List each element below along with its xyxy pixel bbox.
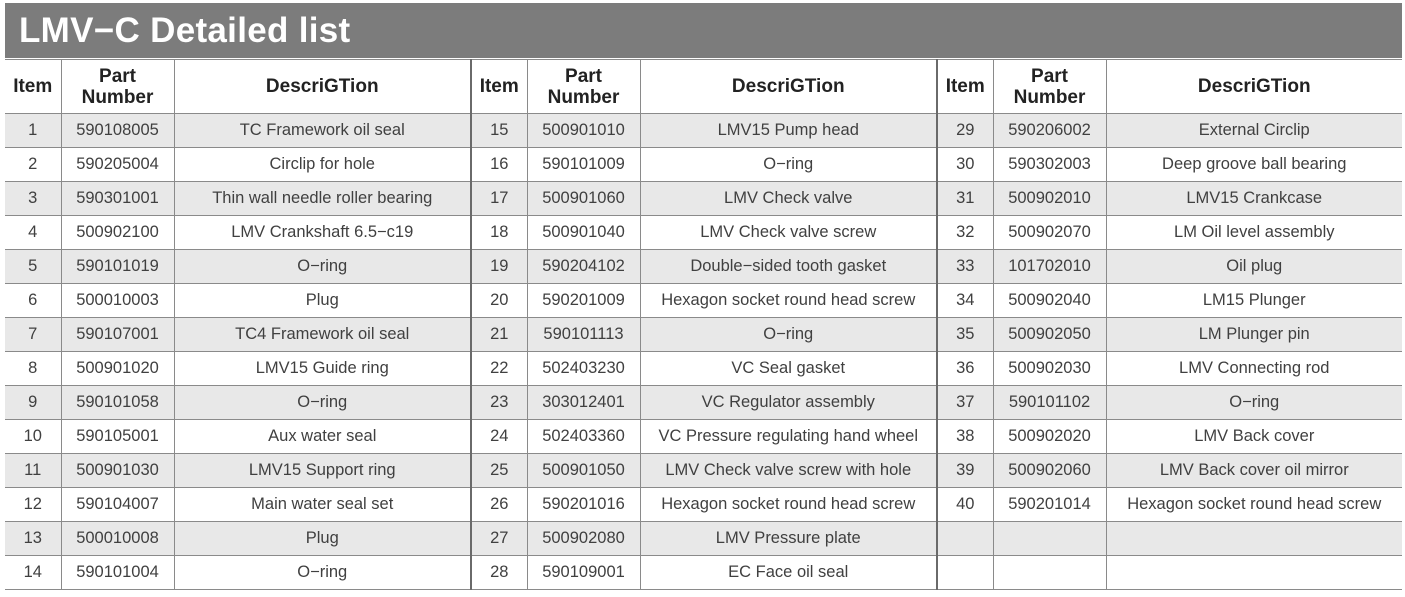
item-cell: 31 (937, 182, 993, 216)
item-cell: 11 (5, 454, 61, 488)
part-number-cell: 500901020 (61, 352, 174, 386)
part-number-cell: 590101113 (527, 318, 640, 352)
header-part-number (527, 60, 640, 114)
item-cell: 15 (471, 114, 527, 148)
header-part-line2: Number (547, 86, 620, 108)
description-cell: Thin wall needle roller bearing (174, 182, 471, 216)
description-cell: LMV Check valve (640, 182, 937, 216)
header-description: DescriGTion (1106, 60, 1402, 114)
item-cell: 40 (937, 488, 993, 522)
item-cell: 26 (471, 488, 527, 522)
item-cell: 25 (471, 454, 527, 488)
item-cell: 32 (937, 216, 993, 250)
item-cell: 13 (5, 522, 61, 556)
item-cell: 24 (471, 420, 527, 454)
table-row (5, 522, 1402, 556)
header-item: Item (5, 60, 61, 114)
header-description: DescriGTion (174, 60, 471, 114)
part-number-cell: 500901040 (527, 216, 640, 250)
table-row (5, 420, 1402, 454)
item-cell: 19 (471, 250, 527, 284)
item-cell: 39 (937, 454, 993, 488)
part-number-cell: 590104007 (61, 488, 174, 522)
item-cell: 17 (471, 182, 527, 216)
part-number-cell: 500902010 (993, 182, 1106, 216)
description-cell: LMV15 Guide ring (174, 352, 471, 386)
item-cell: 21 (471, 318, 527, 352)
description-cell: LMV Connecting rod (1106, 352, 1402, 386)
description-cell: Double−sided tooth gasket (640, 250, 937, 284)
part-number-cell: 500902100 (61, 216, 174, 250)
description-cell: LMV Check valve screw with hole (640, 454, 937, 488)
part-number-cell: 590201009 (527, 284, 640, 318)
description-cell: Oil plug (1106, 250, 1402, 284)
table-row (5, 556, 1402, 590)
part-number-cell: 590108005 (61, 114, 174, 148)
item-cell: 37 (937, 386, 993, 420)
header-row (5, 60, 1402, 114)
item-cell: 33 (937, 250, 993, 284)
part-number-cell: 502403360 (527, 420, 640, 454)
item-cell: 20 (471, 284, 527, 318)
item-cell: 29 (937, 114, 993, 148)
description-cell: LM Plunger pin (1106, 318, 1402, 352)
part-number-cell: 590101058 (61, 386, 174, 420)
part-number-cell: 502403230 (527, 352, 640, 386)
part-number-cell: 590109001 (527, 556, 640, 590)
description-cell: LMV15 Support ring (174, 454, 471, 488)
header-part-line1: Part (99, 65, 136, 87)
table-row (5, 284, 1402, 318)
part-number-cell: 500902080 (527, 522, 640, 556)
description-cell: LMV Pressure plate (640, 522, 937, 556)
description-cell: O−ring (640, 318, 937, 352)
item-cell: 4 (5, 216, 61, 250)
description-cell (1106, 556, 1402, 590)
item-cell: 1 (5, 114, 61, 148)
description-cell: O−ring (174, 250, 471, 284)
item-cell: 36 (937, 352, 993, 386)
part-number-cell: 590107001 (61, 318, 174, 352)
table-row (5, 182, 1402, 216)
table-row (5, 148, 1402, 182)
part-number-cell (993, 556, 1106, 590)
table-row (5, 352, 1402, 386)
description-cell: LMV15 Pump head (640, 114, 937, 148)
description-cell: O−ring (174, 556, 471, 590)
header-part-number (993, 60, 1106, 114)
description-cell: Hexagon socket round head screw (1106, 488, 1402, 522)
header-item: Item (471, 60, 527, 114)
description-cell: Hexagon socket round head screw (640, 488, 937, 522)
description-cell: External Circlip (1106, 114, 1402, 148)
header-part-line2: Number (81, 86, 154, 108)
description-cell: Circlip for hole (174, 148, 471, 182)
part-number-cell: 590201016 (527, 488, 640, 522)
header-part-line1: Part (1031, 65, 1068, 87)
part-number-cell: 500010003 (61, 284, 174, 318)
description-cell: Plug (174, 284, 471, 318)
part-number-cell: 590206002 (993, 114, 1106, 148)
part-number-cell: 590101019 (61, 250, 174, 284)
description-cell (1106, 522, 1402, 556)
description-cell: O−ring (640, 148, 937, 182)
table-body (5, 114, 1402, 590)
item-cell: 27 (471, 522, 527, 556)
part-number-cell: 590105001 (61, 420, 174, 454)
header-part-line2: Number (1013, 86, 1086, 108)
part-number-cell: 500902060 (993, 454, 1106, 488)
part-number-cell: 500902070 (993, 216, 1106, 250)
part-number-cell: 500902050 (993, 318, 1106, 352)
part-number-cell: 500902040 (993, 284, 1106, 318)
table-row (5, 488, 1402, 522)
description-cell: LMV Check valve screw (640, 216, 937, 250)
description-cell: EC Face oil seal (640, 556, 937, 590)
description-cell: VC Seal gasket (640, 352, 937, 386)
part-number-cell: 500901030 (61, 454, 174, 488)
description-cell: Plug (174, 522, 471, 556)
description-cell: VC Pressure regulating hand wheel (640, 420, 937, 454)
description-cell: Main water seal set (174, 488, 471, 522)
part-number-cell: 590101009 (527, 148, 640, 182)
header-part-line1: Part (565, 65, 602, 87)
part-number-cell: 500010008 (61, 522, 174, 556)
part-number-cell: 500902030 (993, 352, 1106, 386)
item-cell: 7 (5, 318, 61, 352)
table-row (5, 318, 1402, 352)
part-number-cell: 590101004 (61, 556, 174, 590)
description-cell: Aux water seal (174, 420, 471, 454)
header-description: DescriGTion (640, 60, 937, 114)
description-cell: Deep groove ball bearing (1106, 148, 1402, 182)
item-cell: 18 (471, 216, 527, 250)
item-cell: 9 (5, 386, 61, 420)
part-number-cell: 101702010 (993, 250, 1106, 284)
part-number-cell: 590301001 (61, 182, 174, 216)
header-item: Item (937, 60, 993, 114)
description-cell: TC4 Framework oil seal (174, 318, 471, 352)
page-title: LMV−C Detailed list (5, 3, 1402, 58)
item-cell: 14 (5, 556, 61, 590)
part-number-cell: 500901050 (527, 454, 640, 488)
item-cell: 35 (937, 318, 993, 352)
item-cell (937, 522, 993, 556)
part-number-cell: 500901010 (527, 114, 640, 148)
parts-table (5, 59, 1402, 590)
table-row (5, 114, 1402, 148)
description-cell: O−ring (1106, 386, 1402, 420)
item-cell: 28 (471, 556, 527, 590)
item-cell: 23 (471, 386, 527, 420)
item-cell: 5 (5, 250, 61, 284)
description-cell: LMV Back cover oil mirror (1106, 454, 1402, 488)
item-cell: 38 (937, 420, 993, 454)
item-cell: 16 (471, 148, 527, 182)
description-cell: Hexagon socket round head screw (640, 284, 937, 318)
part-number-cell: 590302003 (993, 148, 1106, 182)
part-number-cell: 590201014 (993, 488, 1106, 522)
item-cell: 12 (5, 488, 61, 522)
table-row (5, 386, 1402, 420)
item-cell: 3 (5, 182, 61, 216)
part-number-cell: 590204102 (527, 250, 640, 284)
description-cell: LM Oil level assembly (1106, 216, 1402, 250)
item-cell: 30 (937, 148, 993, 182)
description-cell: LM15 Plunger (1106, 284, 1402, 318)
item-cell: 8 (5, 352, 61, 386)
table-row (5, 250, 1402, 284)
part-number-cell: 500901060 (527, 182, 640, 216)
table-row (5, 216, 1402, 250)
description-cell: LMV Crankshaft 6.5−c19 (174, 216, 471, 250)
description-cell: VC Regulator assembly (640, 386, 937, 420)
part-number-cell (993, 522, 1106, 556)
item-cell (937, 556, 993, 590)
description-cell: TC Framework oil seal (174, 114, 471, 148)
part-number-cell: 303012401 (527, 386, 640, 420)
table-row (5, 454, 1402, 488)
header-part-number (61, 60, 174, 114)
item-cell: 10 (5, 420, 61, 454)
part-number-cell: 500902020 (993, 420, 1106, 454)
part-number-cell: 590205004 (61, 148, 174, 182)
description-cell: O−ring (174, 386, 471, 420)
item-cell: 6 (5, 284, 61, 318)
item-cell: 34 (937, 284, 993, 318)
item-cell: 2 (5, 148, 61, 182)
description-cell: LMV15 Crankcase (1106, 182, 1402, 216)
description-cell: LMV Back cover (1106, 420, 1402, 454)
part-number-cell: 590101102 (993, 386, 1106, 420)
item-cell: 22 (471, 352, 527, 386)
